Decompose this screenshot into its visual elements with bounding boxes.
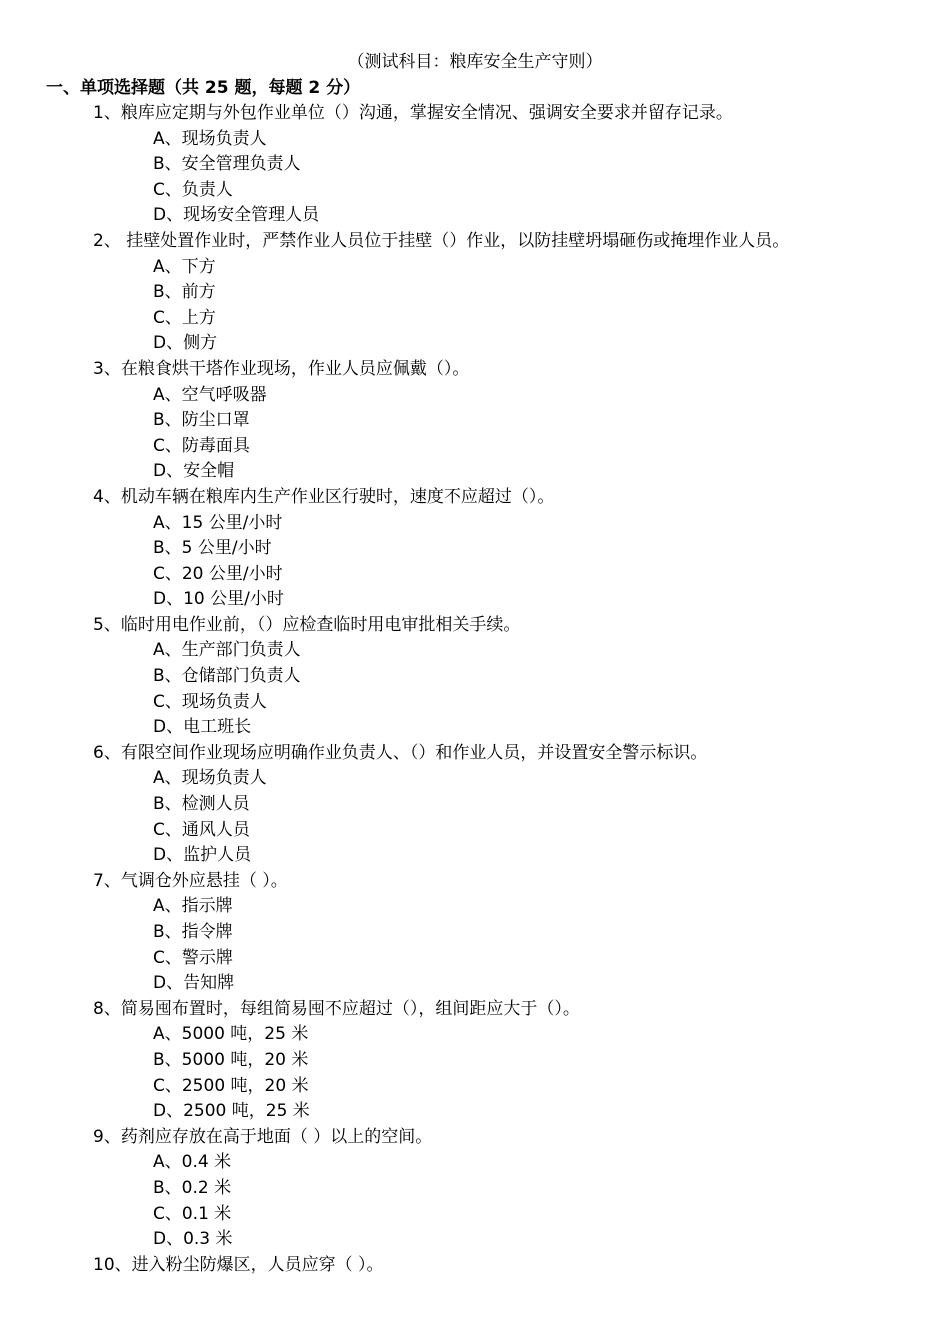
question-5 <box>0 613 950 741</box>
question-9 <box>0 1125 950 1253</box>
question-stem: 7、气调仓外应悬挂（ ）。 <box>93 870 288 891</box>
answer-option: C、警示牌 <box>153 947 233 968</box>
answer-option: D、告知牌 <box>153 973 235 994</box>
answer-option: A、生产部门负责人 <box>153 640 301 661</box>
answer-option: A、下方 <box>153 256 216 277</box>
answer-option: A、指示牌 <box>153 896 233 917</box>
answer-option: A、5000 吨，25 米 <box>153 1024 309 1045</box>
answer-option: B、前方 <box>153 282 216 303</box>
section-heading: 一、单项选择题（共 25 题，每题 2 分） <box>46 78 361 98</box>
question-3 <box>0 357 950 485</box>
question-4 <box>0 485 950 613</box>
question-7 <box>0 869 950 997</box>
answer-option: B、安全管理负责人 <box>153 154 301 175</box>
answer-option: D、电工班长 <box>153 717 252 738</box>
answer-option: C、20 公里/小时 <box>153 563 283 584</box>
answer-option: B、5 公里/小时 <box>153 538 272 559</box>
answer-option: A、现场负责人 <box>153 128 267 149</box>
answer-option: B、0.2 米 <box>153 1177 232 1198</box>
question-stem: 3、在粮食烘干塔作业现场，作业人员应佩戴（）。 <box>93 358 470 379</box>
answer-option: D、10 公里/小时 <box>153 589 284 610</box>
answer-option: D、监护人员 <box>153 845 252 866</box>
exam-subject: （测试科目：粮库安全生产守则） <box>347 52 603 72</box>
answer-option: A、15 公里/小时 <box>153 512 283 533</box>
question-stem: 2、 挂壁处置作业时，严禁作业人员位于挂壁（）作业，以防挂壁坍塌砸伤或掩埋作业人员。 <box>93 230 790 251</box>
answer-option: A、0.4 米 <box>153 1152 232 1173</box>
question-10 <box>0 1253 950 1279</box>
answer-option: A、现场负责人 <box>153 768 267 789</box>
answer-option: D、2500 吨，25 米 <box>153 1101 310 1122</box>
question-list <box>0 101 950 1278</box>
answer-option: A、空气呼吸器 <box>153 384 267 405</box>
question-stem: 6、有限空间作业现场应明确作业负责人、（）和作业人员，并设置安全警示标识。 <box>93 742 708 763</box>
question-stem: 10、进入粉尘防爆区，人员应穿（ ）。 <box>93 1254 384 1275</box>
answer-option: D、0.3 米 <box>153 1229 233 1250</box>
answer-option: C、负责人 <box>153 179 233 200</box>
question-1 <box>0 101 950 229</box>
question-stem: 5、临时用电作业前，（）应检查临时用电审批相关手续。 <box>93 614 521 635</box>
question-8 <box>0 997 950 1125</box>
answer-option: D、侧方 <box>153 333 218 354</box>
answer-option: C、通风人员 <box>153 819 250 840</box>
question-6 <box>0 741 950 869</box>
answer-option: B、检测人员 <box>153 794 250 815</box>
question-stem: 1、粮库应定期与外包作业单位（）沟通，掌握安全情况、强调安全要求并留存记录。 <box>93 103 733 123</box>
answer-option: C、0.1 米 <box>153 1203 232 1224</box>
question-2 <box>0 229 950 357</box>
answer-option: C、2500 吨，20 米 <box>153 1075 309 1096</box>
answer-option: B、指令牌 <box>153 922 233 942</box>
question-stem: 8、简易囤布置时，每组简易囤不应超过（），组间距应大于（）。 <box>93 998 580 1019</box>
answer-option: C、现场负责人 <box>153 691 267 712</box>
answer-option: D、现场安全管理人员 <box>153 205 320 226</box>
answer-option: B、5000 吨，20 米 <box>153 1049 309 1070</box>
answer-option: C、防毒面具 <box>153 435 250 456</box>
answer-option: D、安全帽 <box>153 461 235 482</box>
question-stem: 9、药剂应存放在高于地面（ ）以上的空间。 <box>93 1126 433 1147</box>
answer-option: B、防尘口罩 <box>153 410 250 431</box>
question-stem: 4、机动车辆在粮库内生产作业区行驶时，速度不应超过（）。 <box>93 486 555 507</box>
answer-option: B、仓储部门负责人 <box>153 666 301 687</box>
answer-option: C、上方 <box>153 307 216 328</box>
